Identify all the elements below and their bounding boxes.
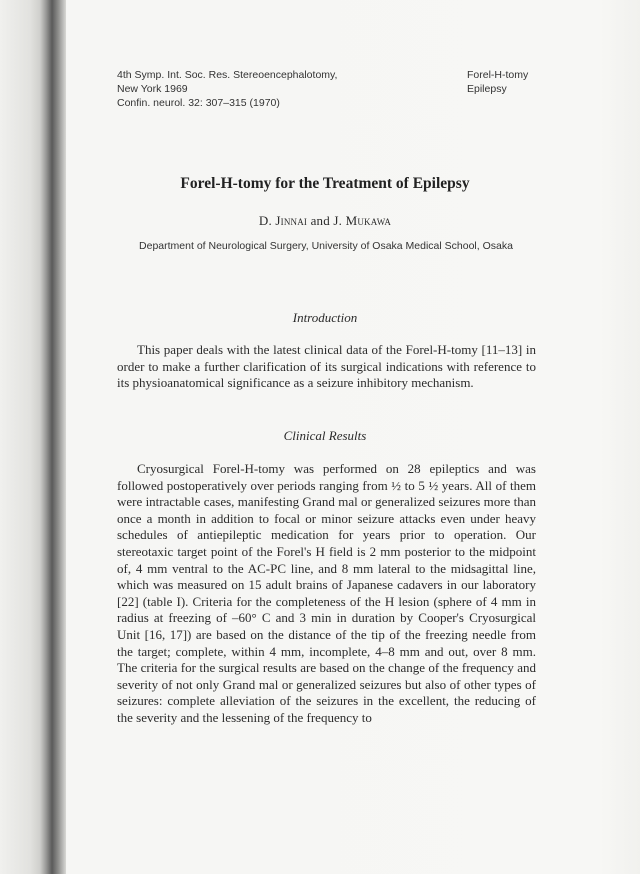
- author-1-initial: D.: [258, 213, 276, 228]
- author-2-name: Mukawa: [345, 213, 392, 228]
- paper-title: Forel-H-tomy for the Treatment of Epilepsy: [180, 175, 470, 192]
- introduction-heading: Introduction: [292, 310, 358, 325]
- author-connector: and: [307, 213, 334, 228]
- keyword-1: Forel-H-tomy: [467, 69, 529, 81]
- citation-line-1: 4th Symp. Int. Soc. Res. Stereoencephalotomy,: [117, 69, 338, 81]
- introduction-paragraph: This paper deals with the latest clinical data of the Forel-H-tomy [11–13] in order to make a further clarification of its surgical indications with reference to its physioanatomical significance as a seizure inhibitory mechanism.: [117, 342, 536, 391]
- binding-shadow: [0, 0, 40, 874]
- authors: [100, 213, 550, 229]
- results-paragraph: Cryosurgical Forel-H-tomy was performed on 28 epileptics and was followed postoperatively over periods ranging from ½ to 5 ½ years. All of them were intractable cases, manifesting Grand mal or generalized seizures more than once a month in addition to focal or minor seizure attacks even under heavy schedules of antiepileptic medication for years prior to operation. Our stereotaxic target point of the Forel's H field is 2 mm posterior to the midpoint of, 4 mm ventral to the AC-PC line, and 8 mm lateral to the midsagittal line, which was measured on 15 adult brains of Japanese cadavers in our laboratory [22] (table I). Criteria for the completeness of the H lesion (sphere of 4 mm in radius at freezing of –60° C and 3 min in duration by Cooper's Cryosurgical Unit [16, 17]) are based on the distance of the tip of the freezing needle from the target; complete, within 4 mm, incomplete, 4–8 mm and out, over 8 mm. The criteria for the surgical results are based on the change of the frequency and severity of not only Grand mal or generalized seizures but also of other types of seizures: complete alleviation of the seizures in the excellent, the reducing of the severity and the lessening of the frequency to: [117, 461, 536, 725]
- keyword-2: Epilepsy: [467, 83, 507, 95]
- citation-line-2: New York 1969: [117, 83, 188, 95]
- citation-line-3: Confin. neurol. 32: 307–315 (1970): [117, 97, 280, 109]
- author-2-initial: J.: [333, 213, 346, 228]
- affiliation: Department of Neurological Surgery, University of Osaka Medical School, Osaka: [139, 240, 513, 252]
- results-heading: Clinical Results: [283, 428, 367, 443]
- author-1-name: Jinnai: [275, 213, 308, 228]
- running-keywords: [467, 68, 528, 96]
- book-binding: [40, 0, 66, 874]
